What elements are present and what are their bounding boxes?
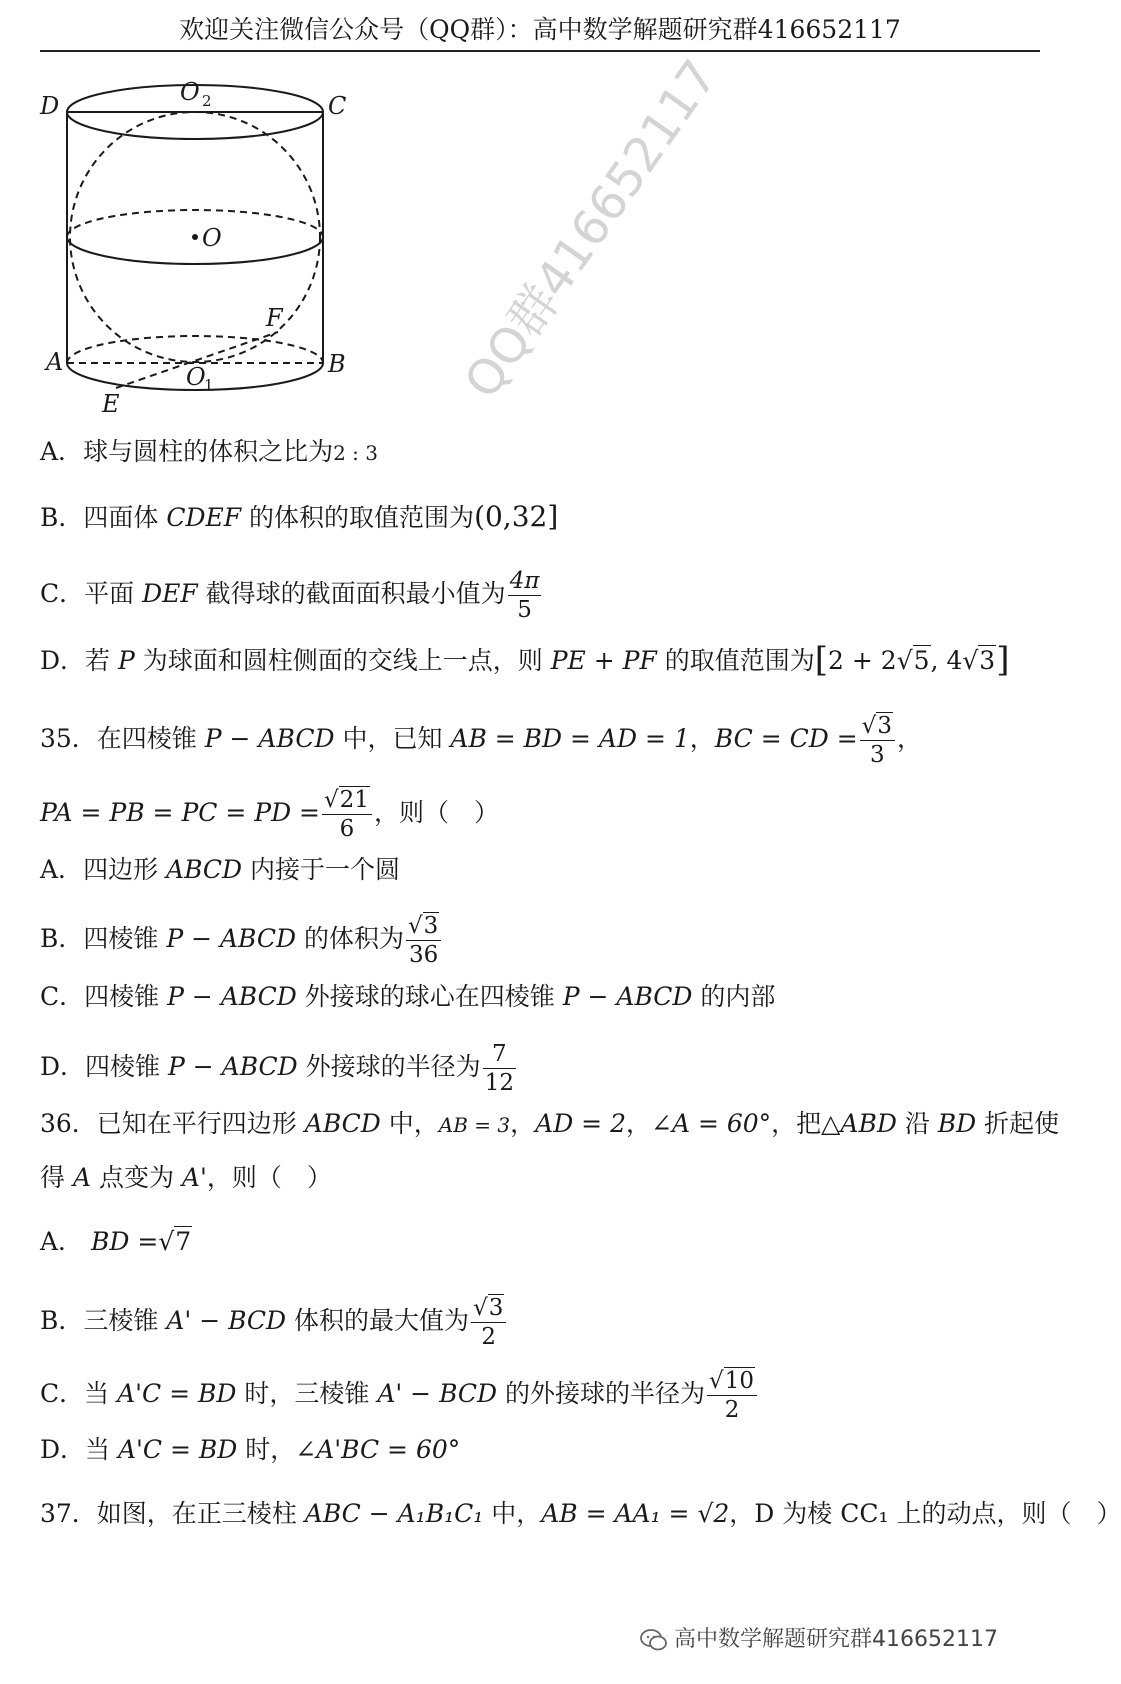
label-F: F — [266, 304, 283, 332]
wechat-icon — [640, 1629, 668, 1651]
label-A: A — [46, 348, 64, 376]
label-E: E — [102, 390, 120, 418]
q36-stem-line2: 得 A 点变为 A'，则（ ） — [40, 1163, 332, 1192]
label-O2: O — [180, 78, 200, 106]
q35-option-d: D．四棱锥 P − ABCD 外接球的半径为 $\frac{7}{12}$ — [40, 1041, 514, 1096]
q36-stem-line1: 36．已知在平行四边形 ABCD 中，AB = 3，AD = 2，∠A = 60°，把△ABD 沿 BD 折起使 — [40, 1109, 1060, 1138]
page-header: 欢迎关注微信公众号（QQ群）：高中数学解题研究群416652117 — [40, 10, 1040, 52]
label-D: D — [40, 92, 60, 120]
q37-stem: 37．如图，在正三棱柱 ABC − A₁B₁C₁ 中，AB = AA₁ = √2，D 为棱 CC₁ 上的动点，则（ ） — [40, 1499, 1121, 1528]
label-O2-sub: 2 — [202, 92, 212, 110]
q36-option-d: D．当 A'C = BD 时，∠A'BC = 60° — [40, 1435, 461, 1464]
label-C: C — [328, 92, 347, 120]
q34-option-b: B．四面体 CDEF 的体积的取值范围为(0,32] — [40, 500, 559, 533]
cylinder-sphere-figure — [38, 80, 408, 450]
q35-option-c: C．四棱锥 P − ABCD 外接球的球心在四棱锥 P − ABCD 的内部 — [40, 982, 776, 1011]
label-O: O — [202, 224, 222, 252]
q35-stem-line2: PA = PB = PC = PD = $\frac{√21}{6}$ ，则（ ） — [40, 787, 499, 842]
label-B: B — [328, 350, 346, 378]
q35-stem-line1: 35．在四棱锥 P − ABCD 中，已知 AB = BD = AD = 1，BC = CD = $\frac{√3}{3}$ ， — [40, 713, 922, 768]
wechat-footer-watermark: 高中数学解题研究群416652117 — [640, 1620, 1060, 1660]
label-O1: O — [186, 363, 206, 391]
q34-option-d: D．若 P 为球面和圆柱侧面的交线上一点，则 PE + PF 的取值范围为[2 + 2√5, 4√3] — [40, 640, 1010, 680]
q36-option-c: C．当 A'C = BD 时，三棱锥 A' − BCD 的外接球的半径为 $\frac{√10}{2}$ — [40, 1367, 1040, 1424]
label-O1-sub: 1 — [204, 376, 214, 394]
q36-option-b: B．三棱锥 A' − BCD 体积的最大值为 $\frac{√3}{2}$ — [40, 1294, 1040, 1351]
q35-option-b: B．四棱锥 P − ABCD 的体积为 $\frac{√3}{36}$ — [40, 912, 1040, 969]
q34-option-c: C．平面 DEF 截得球的截面面积最小值为 $\frac{4\pi}{5}$ — [40, 568, 540, 623]
q35-option-a: A．四边形 ABCD 内接于一个圆 — [40, 855, 401, 884]
fraction: $\frac{4\pi}{5}$ — [509, 568, 540, 623]
qq-watermark: QQ群416652117 — [453, 50, 729, 409]
q36-option-a: A． BD =√7 — [40, 1227, 192, 1256]
q34-option-a: A．球与圆柱的体积之比为2 : 3 — [40, 437, 378, 466]
